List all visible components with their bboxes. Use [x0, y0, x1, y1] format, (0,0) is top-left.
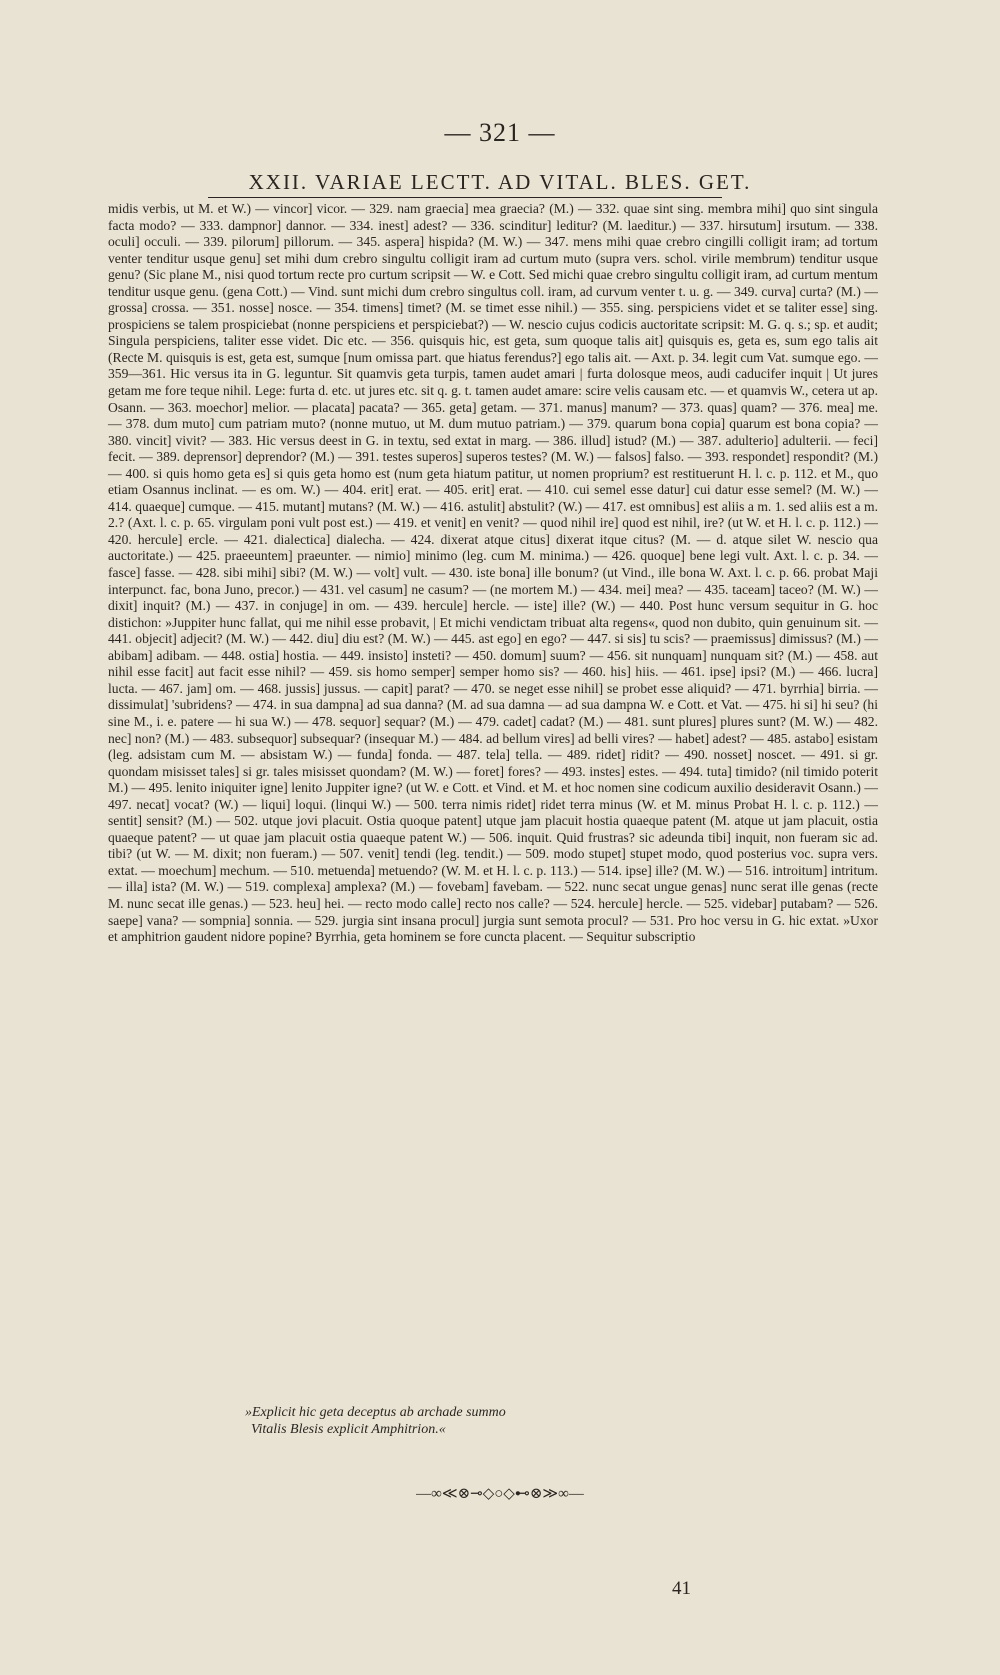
apparatus-paragraph: midis verbis, ut M. et W.) — vincor] vicor. — 329. nam graecia] mea graecia? (M.) — 332. quae sint sing. membra mihi] quo sint singula facta modo? — 333. dampnor] dannor. — 334. inest] adest? — 336. scinditur] leditur? (M. laeditur.) — 337. hirsutum] irsutum. — 338. oculi] occuli. — 339. pilorum] pillorum. — 345. aspera] hispida? (M. W.) — 347. mens mihi quae crebro cingilli colligit iram; ad tortum venter tenditur usque genu] set mihi dum crebro singultu colligit iram ad curtum muto (supra vers. schol. virile membrum) tenditur usque genu? (Sic plane M., nisi quod tortum recte pro curtum scripsit — W. e Cott. Sed michi quae crebro singultu colligit iram, ad curtum mentum tenditur usque genu. (gena Cott.) — Vind. sunt michi dum crebro singultus coll. iram, ad curvum venter t. u. g. — 349. curva] curta? (M.) — grossa] crossa. — 351. nosse] nosce. — 354. timens] timet? (M. se timet esse nihil.) — 355. sing. perspiciens videt et se taliter esse] sing. prospiciens se talem prospiciebat (nonne perspiciens et perspiciebat?) — W. nescio cujus codicis auctoritate scripsit: M. G. q. s.; sp. et audit; Singula perspiciens, taliter esse videt. Dic etc. — 356. quisquis hic, est geta, sum quoque talis ait] quisquis es, geta es, sum ego talis ait (Recte M. quisquis is est, geta est, sumque [num omissa part. que hiatus ferendus?] ego talis ait. — Axt. p. 34. legit cum Vat. sumque ego. — 359—361. Hic versus ita in G. leguntur. Sit quamvis geta turpis, tamen audet amari | furta dolosque meos, audi caducifer inquit | Ut jures getam me fore teque nihil. Lege: furta d. etc. ut jures etc. sit q. g. t. tamen audet amare: scire velis causam etc. — et quamvis W., cetera ut ap. Osann. — 363. moechor] melior. — placata] pacata? — 365. geta] getam. — 371. manus] manum? — 373. quas] quam? — 376. mea] me. — 378. dum muto] cum patriam muto? (nonne mutuo, ut M. dum mutuo patriam.) — 379. quarum bona copia] quarum est bona copia? — 380. vincit] vivit? — 383. Hic versus deest in G. in textu, sed extat in marg. — 386. illud] istud? (M.) — 387. adulterio] adulterii. — feci] fecit. — 389. deprensor] deprendor? (M.) — 391. testes superos] superos testes? (M. W.) — falsos] falso. — 393. respondet] respondit? (M.) — 400. si quis homo geta es] si quis geta homo est (num geta hiatum patitur, ut nomen proprium? est restituerunt H. l. c. p. 112. et M., quo etiam Osannus inclinat. — es om. W.) — 404. erit] erat. — 405. erit] erat. — 410. cui semel esse datur] cui datur esse semel? (M. W.) — 414. quaeque] cumque. — 415. mutant] mutans? (M. W.) — 416. astulit] abstulit? (W.) — 417. est omnibus] est aliis a m. 1. sed aliis est a m. 2.? (Axt. l. c. p. 65. virgulam poni vult post est.) — 419. et venit] en venit? — quod nihil ire] quod est nihil, ire? (ut W. et H. l. c. p. 112.) — 420. hercule] ercle. — 421. dialectica] dialecha. — 424. dixerat atque citus] dixerat itque citus? (M. — d. atque silet W. nescio qua auctoritate.) — 425. praeeuntem] praeunter. — nimio] minimo (leg. cum M. minima.) — 426. quoque] bene legi vult. Axt. l. c. p. 34. — fasce] fasse. — 428. sibi mihi] sibi? (M. W.) — volt] vult. — 430. iste bona] ille bonum? (ut Vind., ille bona W. Axt. l. c. p. 66. probat Maji interpunct. fac, bona Juno, precor.) — 431. vel casum] ne casum? — (ne mortem M.) — 434. mei] mea? — 435. taceam] taceo? (M. W.) — dixit] inquit? (M.) — 437. in conjuge] in om. — 439. hercule] hercle. — iste] ille? (W.) — 440. Post hunc versum sequitur in G. hoc distichon: »Juppiter hunc fallat, qui me nihil esse probavit, | Et michi vendictam tribuat alta regens«, quod non dubito, quin genuinum sit. — 441. objecit] adjecit? (M. W.) — 442. diu] diu est? (M. W.) — 445. ast ego] en ego? — 447. si sis] tu scis? — praemissus] dimissus? (M.) — abibam] adibam. — 448. ostia] hostia. — 449. insisto] insteti? — 450. domum] suum? — 456. sit nunquam] nunquam sit? (M.) — 458. aut nihil esse facit] aut facit esse nihil? — 459. sis homo semper] semper homo sis? — 460. his] hiis. — 461. ipse] ipsi? (M.) — 466. lucra] lucta. — 467. jam] om. — 468. jussis] jussus. — capit] parat? — 470. se neget esse nihil] se probet esse aliquid? — 471. byrrhia] birria. — dissimulat] 'subridens? — 474. in sua dampna] ad sua danna? (M. ad sua damna — ad sua dampna W. e Cott. et Vat. — 475. hi si] hi seu? (hi sine M., i. e. patere — hi sua W.) — 478. sequor] sequar? (M.) — 479. cadet] cadat? (M.) — 481. sunt plures] plures sunt? (M. W.) — 482. nec] non? (M.) — 483. subsequor] subsequar? (insequar M.) — 484. ad bellum vires] ad belli vires? — habet] adest? — 485. astabo] esistam (leg. adsistam cum M. — absistam W.) — funda] fonda. — 487. tela] tella. — 489. ridet] ridit? — 490. nosset] noscet. — 491. si gr. quondam misisset tales] si gr. tales misisset quondam? (M. W.) — foret] fores? — 493. instes] estes. — 494. tuta] timido? (nil timido poterit M.) — 495. lenito iniquiter igne] lenito Juppiter igne? (ut W. e Cott. et Vind. et M. et hoc nomen sine codicum auxilio desideravit Osann.) — 497. necat] vocat? (W.) — liqui] loqui. (linqui W.) — 500. terra nimis ridet] ridet terra minus (W. et M. minus Probat H. l. c. p. 112.) — sentit] sensit? (M.) — 502. utque jovi placuit. Ostia quoque patent] utque jam placuit hostia quaeque patent (M. atque ut jam placuit, ostia quaeque patent? — ut quae jam placuit ostia quaeque patent W.) — 506. inquit. Quid frustras? sic adeunda tibi] inquit, non fueram sic ad. tibi? (ut W. — M. dixit; non fueram.) — 507. venit] tendi (leg. tendit.) — 509. modo stupet] stupet modo, quod posterius voc. supra vers. extat. — moechum] mechum. — 510. metuenda] metuendo? (W. M. et H. l. c. p. 113.) — 514. ipse] ille? (M. W.) — 516. introitum] intritum. — illa] ista? (M. W.) — 519. complexa] amplexa? (M.) — fovebam] favebam. — 522. nunc secat ungue genas] nunc serat ille genas (recte M. nunc secat ille genas.) — 523. heu] hei. — recto modo calle] recto nos calle? — 524. hercule] hercle. — 525. videbar] putabam? — 526. saepe] vana? — sompnia] sonnia. — 529. jurgia sint insana procul] jurgia sunt semota procul? — 531. Pro hoc versu in G. hic extat. »Uxor et amphitrion gaudent nidore popine? Byrrhia, geta hominem se fore cuncta placent. — Sequitur subscriptio — [108, 201, 878, 945]
running-head: XXII. VARIAE LECTT. AD VITAL. BLES. GET. — [248, 170, 752, 194]
subscription-line-1: »Explicit hic geta deceptus ab archade summo — [245, 1405, 506, 1420]
ornament-divider: —∞≪⊗⊸◇○◇⊷⊗≫∞— — [416, 1486, 584, 1502]
critical-apparatus — [108, 201, 878, 946]
subscription — [245, 1404, 845, 1438]
signature-mark: 41 — [672, 1578, 691, 1599]
header-rule — [208, 197, 722, 198]
page-number: — 321 — — [444, 118, 556, 147]
subscription-line-2: Vitalis Blesis explicit Amphitrion.« — [251, 1422, 446, 1437]
